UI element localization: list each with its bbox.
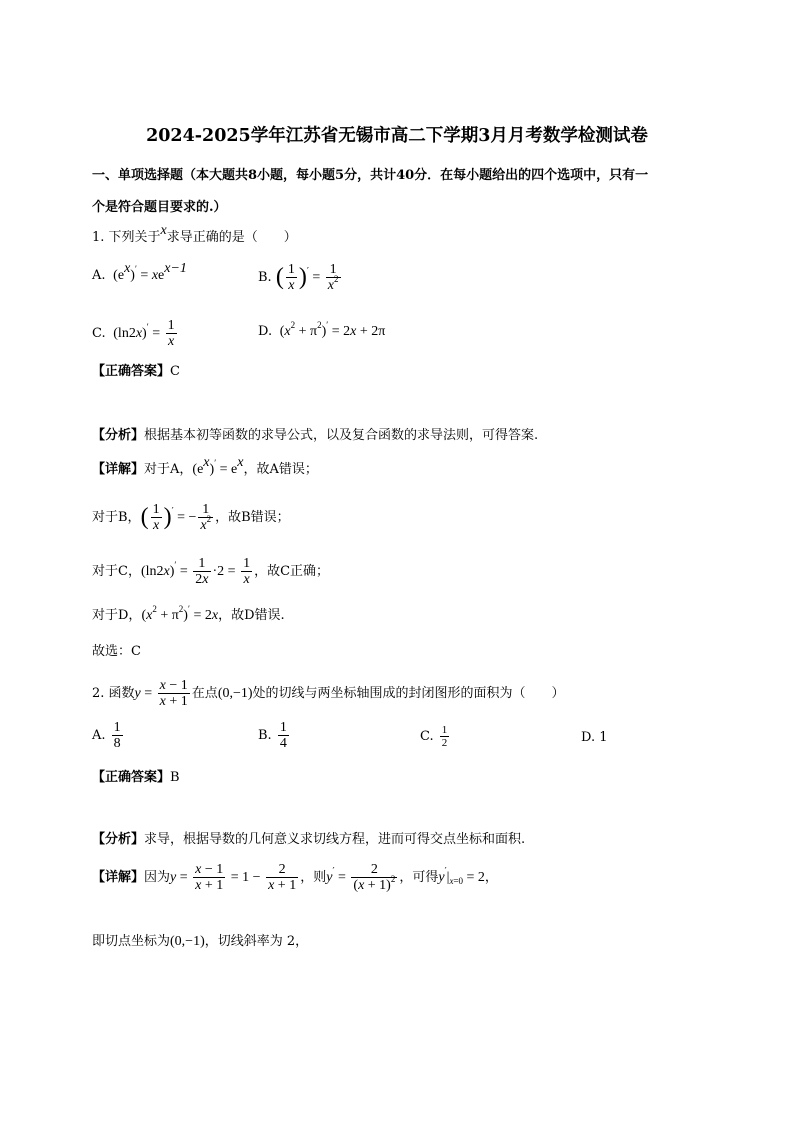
q2-detail: 【详解】因为y = $\frac{x - 1}{x + 1}$ = 1 − $\frac{2}{x + 1}$ ，则y′ = $\frac{2}{(x + 1)^2}$ ，可得$y'|_{x=0} = 2$， xyxy=(92,862,498,893)
q2-option-c: C. $\frac{1}{2}$ xyxy=(420,724,448,749)
q1-detail-a: 【详解】对于A，$(e^x)' = e^x$，故A错误； xyxy=(92,455,318,477)
q1-answer: 【正确答案】C xyxy=(92,364,180,379)
section-heading: 一、单项选择题（本大题共8小题，每小题5分，共计40分．在每小题给出的四个选项中，只有一 xyxy=(92,168,649,183)
q1-option-a: A. $(e^x)' = xe^{x-1}$ xyxy=(92,261,187,283)
page-title: 2024-2025学年江苏省无锡市高二下学期3月月考数学检测试卷 xyxy=(146,126,648,146)
section-heading-cont: 个是符合题目要求的.） xyxy=(92,200,227,215)
q2-option-d: D. 1 xyxy=(581,730,608,745)
q1-option-d: D. $(x^2 + \pi^2)' = 2x + 2\pi$ xyxy=(258,320,386,339)
question-2-stem: 2. 函数y = $\frac{x - 1}{x + 1}$ 在点(0,−1)处的切线与两坐标轴围成的封闭图形的面积为（ ） xyxy=(92,678,565,709)
q1-detail-d: 对于D，$(x^2 + \pi^2)' = 2x$，故D错误. xyxy=(92,604,285,623)
q1-option-b: B. ( $\frac{1}{x}$ )′ = $\frac{1}{x^2}$ xyxy=(258,262,339,293)
q1-detail-b: 对于B，( $\frac{1}{x}$ )′ = − $\frac{1}{x^2}$ ，故B错误； xyxy=(92,502,290,533)
q2-answer: 【正确答案】B xyxy=(92,770,180,785)
q2-option-b: B. $\frac{1}{4}$ xyxy=(258,720,287,751)
q1-conclusion: 故选：C xyxy=(92,644,141,659)
q2-analysis: 【分析】求导，根据导数的几何意义求切线方程，进而可得交点坐标和面积. xyxy=(92,832,526,847)
q1-option-c: C. (ln2x)′ = $\frac{1}{x}$ xyxy=(92,318,175,349)
q1-analysis: 【分析】根据基本初等函数的求导公式，以及复合函数的求导法则，可得答案. xyxy=(92,428,539,443)
q2-option-a: A. $\frac{1}{8}$ xyxy=(92,720,121,751)
q2-detail-cont: 即切点坐标为(0,−1)，切线斜率为 2， xyxy=(92,934,309,949)
q1-detail-c: 对于C，(ln2x)′ = $\frac{1}{2x}$ ·2 = $\frac{1}{x}$ ，故C正确； xyxy=(92,556,330,587)
question-1-stem: 1. 下列关于$^x$求导正确的是（ ） xyxy=(92,223,297,245)
